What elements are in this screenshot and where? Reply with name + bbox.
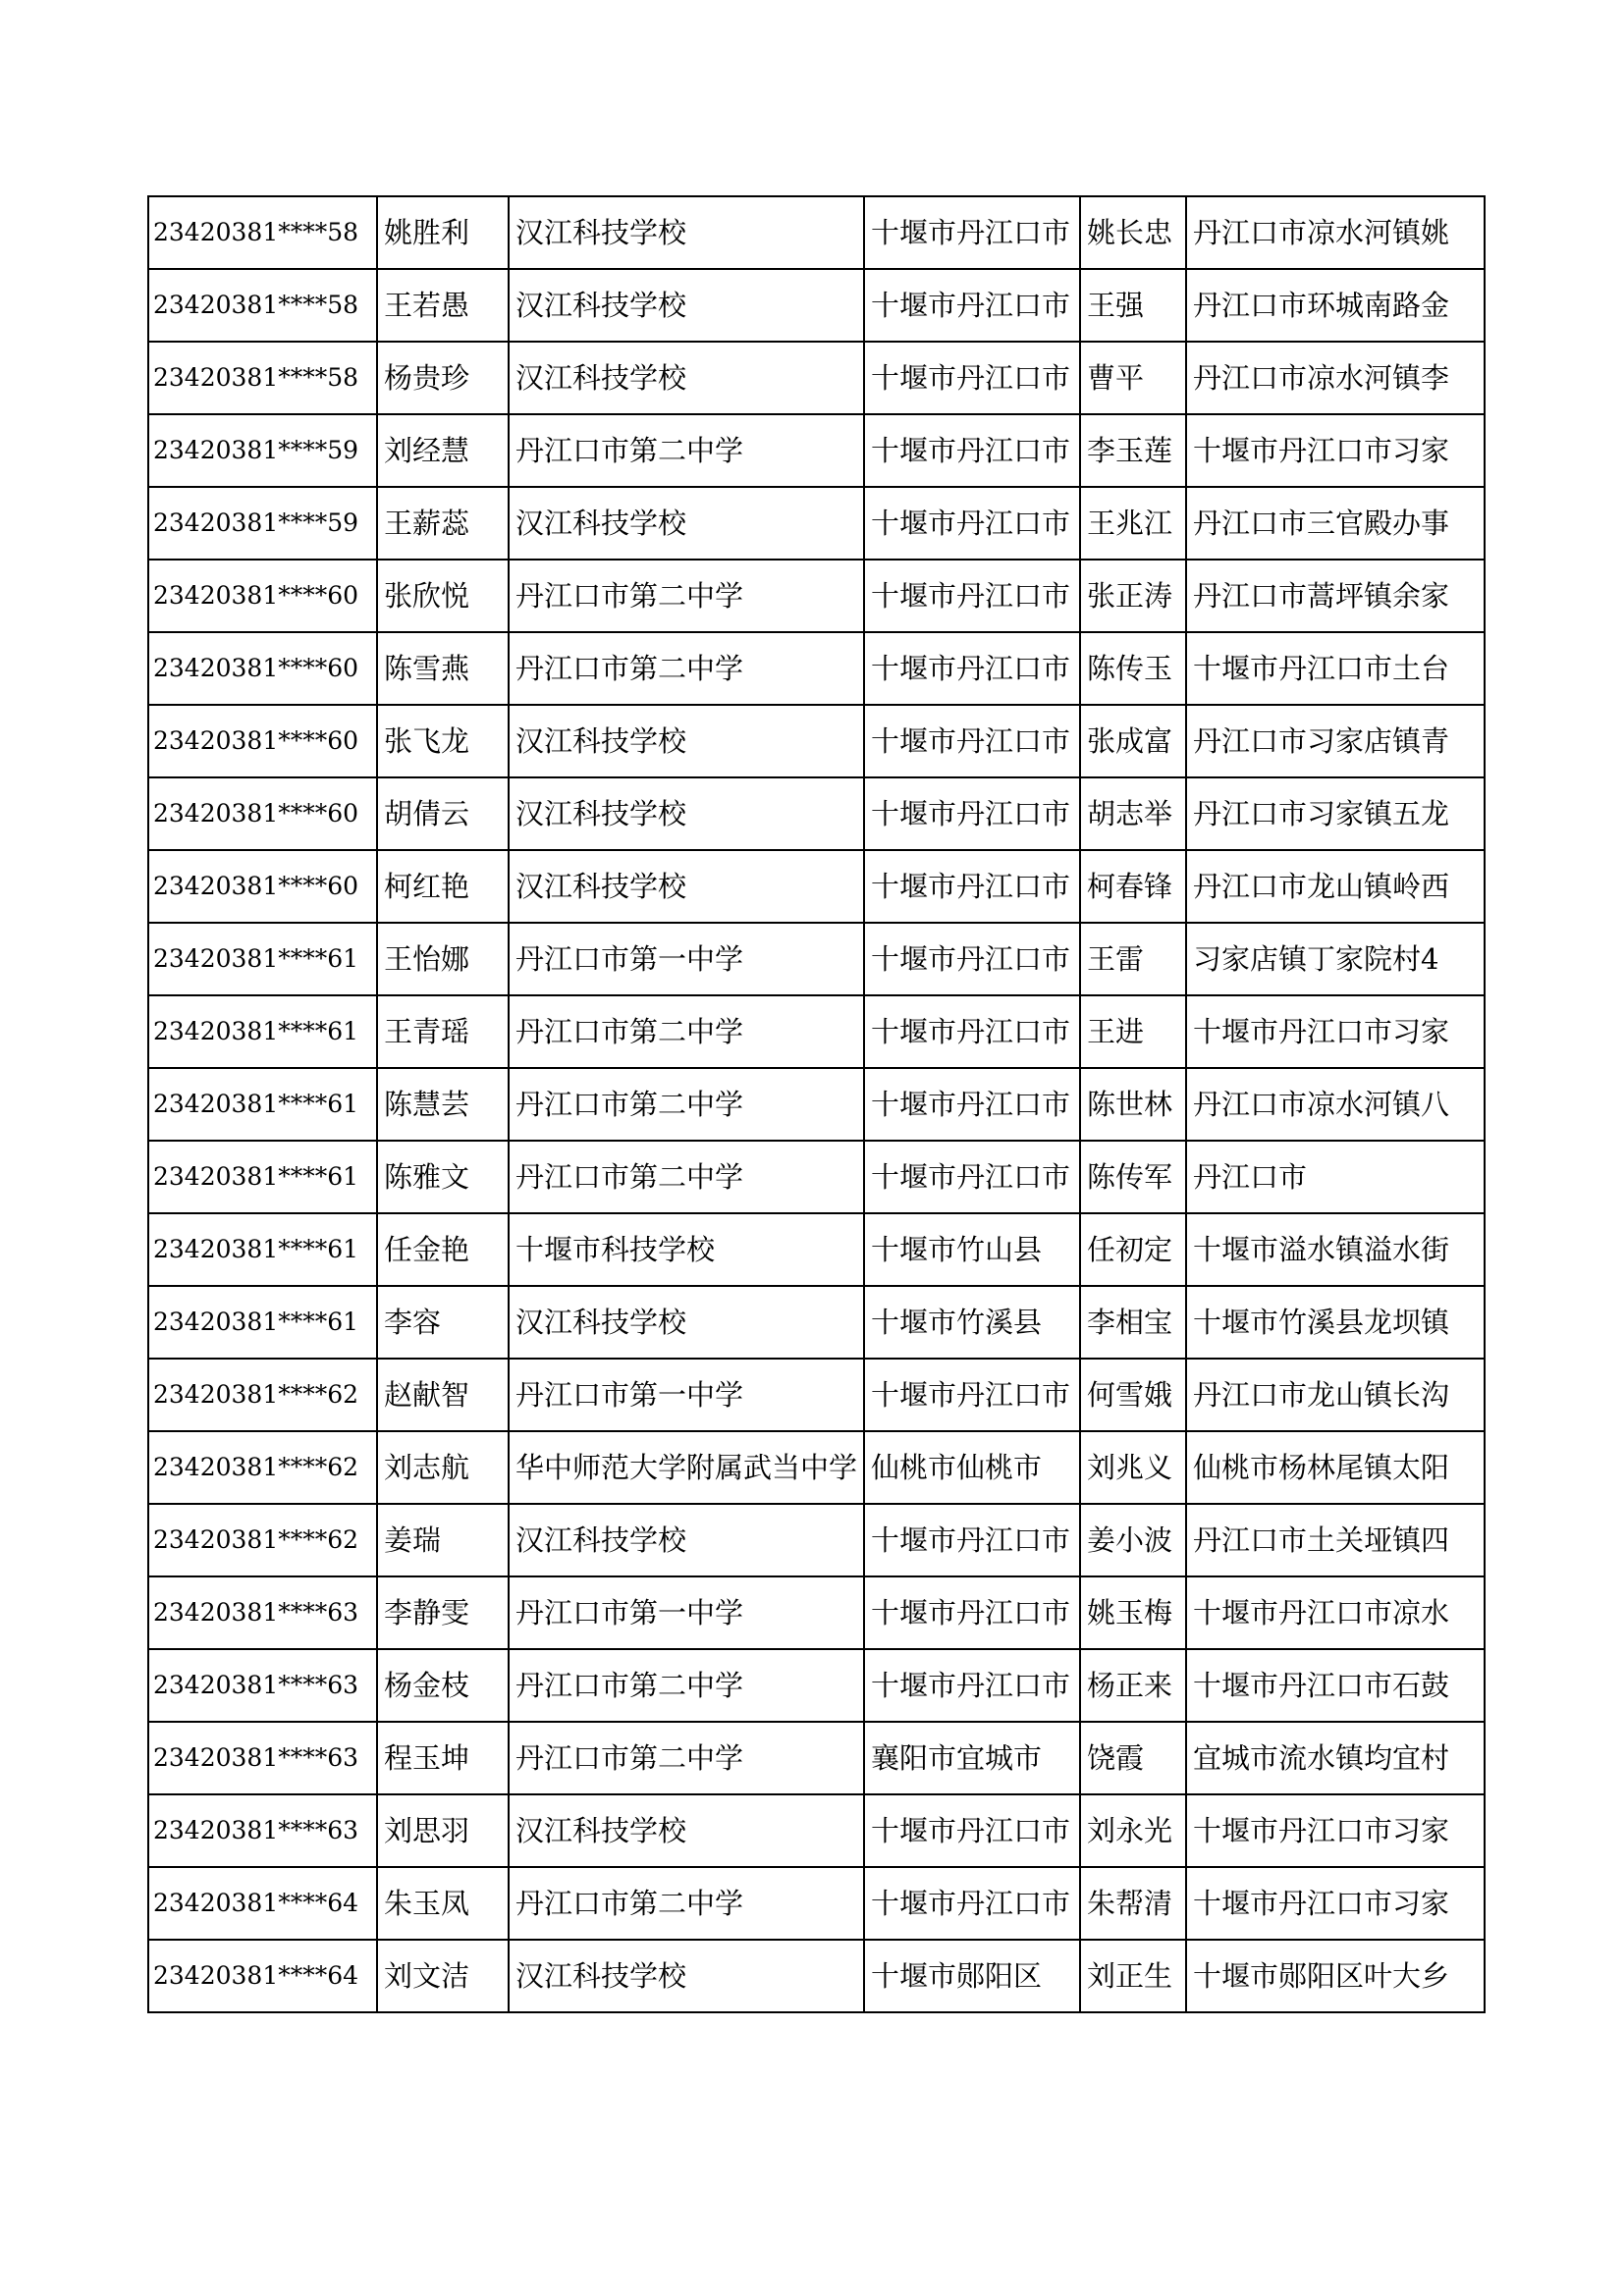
- cell-exam-id: 23420381****63: [148, 1649, 377, 1722]
- cell-exam-id: 23420381****63: [148, 1722, 377, 1794]
- cell-exam-id: 23420381****64: [148, 1940, 377, 2012]
- cell-address: 宜城市流水镇均宜村: [1186, 1722, 1485, 1794]
- cell-student-name: 王怡娜: [377, 923, 509, 995]
- cell-address: 仙桃市杨林尾镇太阳: [1186, 1431, 1485, 1504]
- cell-student-name: 刘文洁: [377, 1940, 509, 2012]
- cell-guardian-name: 李相宝: [1080, 1286, 1186, 1359]
- cell-student-name: 王薪蕊: [377, 487, 509, 560]
- table-row: [148, 1722, 1485, 1794]
- cell-school: 汉江科技学校: [509, 777, 864, 850]
- cell-student-name: 李静雯: [377, 1576, 509, 1649]
- cell-school: 丹江口市第二中学: [509, 1722, 864, 1794]
- cell-school: 丹江口市第二中学: [509, 414, 864, 487]
- cell-region: 仙桃市仙桃市: [864, 1431, 1080, 1504]
- cell-guardian-name: 刘永光: [1080, 1794, 1186, 1867]
- cell-guardian-name: 饶霞: [1080, 1722, 1186, 1794]
- cell-exam-id: 23420381****61: [148, 923, 377, 995]
- cell-address: 十堰市竹溪县龙坝镇: [1186, 1286, 1485, 1359]
- cell-region: 十堰市丹江口市: [864, 923, 1080, 995]
- cell-school: 汉江科技学校: [509, 196, 864, 269]
- cell-student-name: 任金艳: [377, 1213, 509, 1286]
- cell-guardian-name: 李玉莲: [1080, 414, 1186, 487]
- cell-guardian-name: 张成富: [1080, 705, 1186, 777]
- cell-address: 丹江口市龙山镇长沟: [1186, 1359, 1485, 1431]
- cell-exam-id: 23420381****64: [148, 1867, 377, 1940]
- cell-address: 十堰市丹江口市土台: [1186, 632, 1485, 705]
- cell-region: 十堰市丹江口市: [864, 414, 1080, 487]
- cell-exam-id: 23420381****59: [148, 414, 377, 487]
- table-row: [148, 1576, 1485, 1649]
- table-row: [148, 1141, 1485, 1213]
- cell-address: 丹江口市凉水河镇李: [1186, 342, 1485, 414]
- cell-region: 十堰市丹江口市: [864, 850, 1080, 923]
- cell-exam-id: 23420381****61: [148, 1141, 377, 1213]
- cell-student-name: 胡倩云: [377, 777, 509, 850]
- cell-student-name: 朱玉凤: [377, 1867, 509, 1940]
- cell-guardian-name: 姜小波: [1080, 1504, 1186, 1576]
- cell-school: 汉江科技学校: [509, 1504, 864, 1576]
- table-row: [148, 1068, 1485, 1141]
- cell-exam-id: 23420381****59: [148, 487, 377, 560]
- cell-school: 华中师范大学附属武当中学: [509, 1431, 864, 1504]
- cell-address: 丹江口市凉水河镇八: [1186, 1068, 1485, 1141]
- cell-region: 十堰市郧阳区: [864, 1940, 1080, 2012]
- cell-exam-id: 23420381****60: [148, 560, 377, 632]
- cell-student-name: 李容: [377, 1286, 509, 1359]
- cell-school: 丹江口市第二中学: [509, 1649, 864, 1722]
- cell-guardian-name: 胡志举: [1080, 777, 1186, 850]
- table-row: [148, 1504, 1485, 1576]
- cell-guardian-name: 陈传军: [1080, 1141, 1186, 1213]
- table-row: [148, 1867, 1485, 1940]
- cell-exam-id: 23420381****61: [148, 1213, 377, 1286]
- cell-region: 十堰市竹溪县: [864, 1286, 1080, 1359]
- cell-guardian-name: 陈传玉: [1080, 632, 1186, 705]
- cell-region: 十堰市丹江口市: [864, 1141, 1080, 1213]
- cell-school: 汉江科技学校: [509, 705, 864, 777]
- cell-guardian-name: 朱帮清: [1080, 1867, 1186, 1940]
- cell-student-name: 赵献智: [377, 1359, 509, 1431]
- table-row: [148, 632, 1485, 705]
- cell-address: 十堰市郧阳区叶大乡: [1186, 1940, 1485, 2012]
- cell-region: 十堰市丹江口市: [864, 1068, 1080, 1141]
- cell-exam-id: 23420381****61: [148, 1286, 377, 1359]
- cell-exam-id: 23420381****58: [148, 342, 377, 414]
- cell-school: 丹江口市第一中学: [509, 1576, 864, 1649]
- cell-address: 十堰市丹江口市石鼓: [1186, 1649, 1485, 1722]
- cell-address: 丹江口市习家店镇青: [1186, 705, 1485, 777]
- cell-exam-id: 23420381****60: [148, 705, 377, 777]
- cell-guardian-name: 柯春锋: [1080, 850, 1186, 923]
- cell-student-name: 张飞龙: [377, 705, 509, 777]
- cell-guardian-name: 王雷: [1080, 923, 1186, 995]
- cell-school: 汉江科技学校: [509, 1940, 864, 2012]
- cell-student-name: 刘经慧: [377, 414, 509, 487]
- cell-address: 丹江口市龙山镇岭西: [1186, 850, 1485, 923]
- cell-address: 丹江口市土关垭镇四: [1186, 1504, 1485, 1576]
- cell-address: 丹江口市三官殿办事: [1186, 487, 1485, 560]
- cell-student-name: 张欣悦: [377, 560, 509, 632]
- table-row: [148, 1649, 1485, 1722]
- table-row: [148, 1431, 1485, 1504]
- cell-address: 丹江口市蒿坪镇余家: [1186, 560, 1485, 632]
- cell-guardian-name: 任初定: [1080, 1213, 1186, 1286]
- cell-region: 十堰市丹江口市: [864, 705, 1080, 777]
- table-row: [148, 342, 1485, 414]
- cell-exam-id: 23420381****60: [148, 777, 377, 850]
- cell-school: 汉江科技学校: [509, 1794, 864, 1867]
- cell-address: 丹江口市环城南路金: [1186, 269, 1485, 342]
- cell-school: 丹江口市第二中学: [509, 560, 864, 632]
- table-row: [148, 560, 1485, 632]
- table-row: [148, 705, 1485, 777]
- cell-guardian-name: 杨正来: [1080, 1649, 1186, 1722]
- cell-student-name: 王青瑶: [377, 995, 509, 1068]
- cell-student-name: 杨金枝: [377, 1649, 509, 1722]
- table-row: [148, 1794, 1485, 1867]
- cell-student-name: 杨贵珍: [377, 342, 509, 414]
- cell-guardian-name: 何雪娥: [1080, 1359, 1186, 1431]
- cell-student-name: 柯红艳: [377, 850, 509, 923]
- cell-guardian-name: 王兆江: [1080, 487, 1186, 560]
- cell-student-name: 陈慧芸: [377, 1068, 509, 1141]
- cell-region: 十堰市丹江口市: [864, 342, 1080, 414]
- cell-address: 习家店镇丁家院村4: [1186, 923, 1485, 995]
- cell-exam-id: 23420381****58: [148, 269, 377, 342]
- cell-guardian-name: 姚长忠: [1080, 196, 1186, 269]
- cell-region: 十堰市丹江口市: [864, 487, 1080, 560]
- cell-region: 十堰市丹江口市: [864, 560, 1080, 632]
- cell-school: 丹江口市第二中学: [509, 632, 864, 705]
- cell-guardian-name: 刘兆义: [1080, 1431, 1186, 1504]
- record-table-body: [148, 196, 1485, 2012]
- cell-address: 十堰市溢水镇溢水街: [1186, 1213, 1485, 1286]
- cell-guardian-name: 刘正生: [1080, 1940, 1186, 2012]
- cell-student-name: 王若愚: [377, 269, 509, 342]
- table-row: [148, 777, 1485, 850]
- cell-school: 十堰市科技学校: [509, 1213, 864, 1286]
- table-row: [148, 1940, 1485, 2012]
- cell-exam-id: 23420381****61: [148, 995, 377, 1068]
- table-row: [148, 1286, 1485, 1359]
- cell-region: 十堰市丹江口市: [864, 1576, 1080, 1649]
- cell-address: 十堰市丹江口市习家: [1186, 1794, 1485, 1867]
- cell-exam-id: 23420381****62: [148, 1431, 377, 1504]
- cell-region: 十堰市丹江口市: [864, 1359, 1080, 1431]
- cell-region: 十堰市丹江口市: [864, 196, 1080, 269]
- table-row: [148, 923, 1485, 995]
- cell-address: 十堰市丹江口市习家: [1186, 414, 1485, 487]
- table-row: [148, 995, 1485, 1068]
- table-row: [148, 269, 1485, 342]
- cell-exam-id: 23420381****62: [148, 1504, 377, 1576]
- cell-school: 丹江口市第二中学: [509, 1867, 864, 1940]
- cell-region: 十堰市丹江口市: [864, 1504, 1080, 1576]
- cell-guardian-name: 陈世林: [1080, 1068, 1186, 1141]
- cell-exam-id: 23420381****63: [148, 1576, 377, 1649]
- cell-student-name: 刘思羽: [377, 1794, 509, 1867]
- cell-exam-id: 23420381****63: [148, 1794, 377, 1867]
- cell-student-name: 程玉坤: [377, 1722, 509, 1794]
- cell-region: 襄阳市宜城市: [864, 1722, 1080, 1794]
- cell-student-name: 刘志航: [377, 1431, 509, 1504]
- cell-exam-id: 23420381****62: [148, 1359, 377, 1431]
- cell-guardian-name: 姚玉梅: [1080, 1576, 1186, 1649]
- cell-guardian-name: 王强: [1080, 269, 1186, 342]
- cell-exam-id: 23420381****60: [148, 850, 377, 923]
- table-row: [148, 487, 1485, 560]
- cell-school: 丹江口市第一中学: [509, 1359, 864, 1431]
- cell-region: 十堰市丹江口市: [864, 777, 1080, 850]
- cell-region: 十堰市丹江口市: [864, 1867, 1080, 1940]
- cell-region: 十堰市丹江口市: [864, 1649, 1080, 1722]
- cell-region: 十堰市丹江口市: [864, 632, 1080, 705]
- cell-school: 丹江口市第二中学: [509, 1068, 864, 1141]
- cell-region: 十堰市丹江口市: [864, 269, 1080, 342]
- cell-region: 十堰市丹江口市: [864, 995, 1080, 1068]
- table-row: [148, 1359, 1485, 1431]
- cell-student-name: 姚胜利: [377, 196, 509, 269]
- table-row: [148, 196, 1485, 269]
- cell-school: 汉江科技学校: [509, 269, 864, 342]
- cell-exam-id: 23420381****60: [148, 632, 377, 705]
- cell-address: 十堰市丹江口市习家: [1186, 995, 1485, 1068]
- cell-school: 汉江科技学校: [509, 487, 864, 560]
- cell-student-name: 陈雪燕: [377, 632, 509, 705]
- record-table: [147, 195, 1486, 2013]
- cell-address: 丹江口市凉水河镇姚: [1186, 196, 1485, 269]
- table-row: [148, 414, 1485, 487]
- cell-school: 汉江科技学校: [509, 1286, 864, 1359]
- cell-address: 丹江口市习家镇五龙: [1186, 777, 1485, 850]
- cell-region: 十堰市丹江口市: [864, 1794, 1080, 1867]
- cell-exam-id: 23420381****61: [148, 1068, 377, 1141]
- cell-school: 丹江口市第二中学: [509, 1141, 864, 1213]
- table-row: [148, 1213, 1485, 1286]
- cell-student-name: 陈雅文: [377, 1141, 509, 1213]
- cell-guardian-name: 张正涛: [1080, 560, 1186, 632]
- cell-address: 十堰市丹江口市凉水: [1186, 1576, 1485, 1649]
- cell-exam-id: 23420381****58: [148, 196, 377, 269]
- cell-guardian-name: 王进: [1080, 995, 1186, 1068]
- cell-region: 十堰市竹山县: [864, 1213, 1080, 1286]
- cell-student-name: 姜瑞: [377, 1504, 509, 1576]
- cell-address: 十堰市丹江口市习家: [1186, 1867, 1485, 1940]
- cell-school: 丹江口市第一中学: [509, 923, 864, 995]
- cell-guardian-name: 曹平: [1080, 342, 1186, 414]
- cell-address: 丹江口市: [1186, 1141, 1485, 1213]
- cell-school: 汉江科技学校: [509, 342, 864, 414]
- cell-school: 丹江口市第二中学: [509, 995, 864, 1068]
- table-row: [148, 850, 1485, 923]
- cell-school: 汉江科技学校: [509, 850, 864, 923]
